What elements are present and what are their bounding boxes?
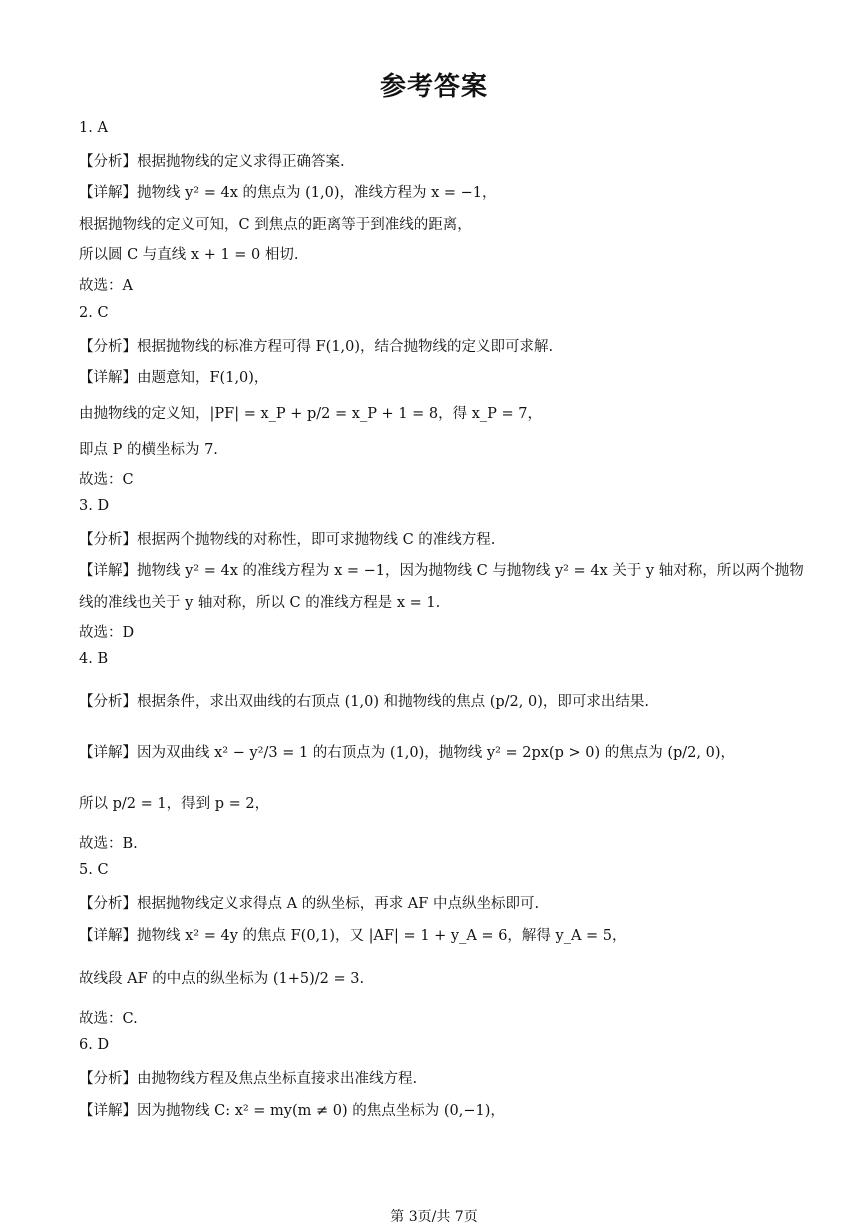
analysis-text: 【分析】根据抛物线的定义求得正确答案. — [79, 154, 345, 170]
analysis-text: 【分析】根据两个抛物线的对称性，即可求抛物线 C 的准线方程. — [79, 532, 496, 548]
page-footer: 第 3页/共 7页 — [390, 1209, 478, 1225]
choice-text: 故选：C. — [79, 1011, 138, 1027]
solution-text: 故线段 AF 的中点的纵坐标为 (1+5)/2 = 3. — [79, 971, 365, 987]
analysis-text: 【分析】根据抛物线定义求得点 A 的纵坐标，再求 AF 中点纵坐标即可. — [79, 896, 540, 912]
solution-text: 线的准线也关于 y 轴对称，所以 C 的准线方程是 x = 1. — [79, 595, 441, 611]
answer-number: 4. B — [79, 651, 109, 667]
solution-text: 即点 P 的横坐标为 7. — [79, 442, 218, 458]
solution-text: 所以 p/2 = 1，得到 p = 2， — [79, 796, 270, 812]
answer-number: 1. A — [79, 120, 108, 136]
answer-number: 5. C — [79, 862, 109, 878]
answer-number: 2. C — [79, 305, 109, 321]
answer-number: 6. D — [79, 1037, 110, 1053]
solution-text: 【详解】因为双曲线 x² − y²/3 = 1 的右顶点为 (1,0)，抛物线 y² = 2px(p > 0) 的焦点为 (p/2, 0)， — [79, 745, 735, 761]
choice-text: 故选：D — [79, 625, 135, 641]
solution-text: 【详解】抛物线 x² = 4y 的焦点 F(0,1)，又 |AF| = 1 + y_A = 6，解得 y_A = 5， — [79, 928, 627, 944]
choice-text: 故选：C — [79, 472, 134, 488]
solution-text: 【详解】由题意知，F(1,0)， — [79, 370, 269, 386]
analysis-text: 【分析】由抛物线方程及焦点坐标直接求出准线方程. — [79, 1071, 418, 1087]
choice-text: 故选：B. — [79, 836, 138, 852]
choice-text: 故选：A — [79, 278, 133, 294]
solution-text: 所以圆 C 与直线 x + 1 = 0 相切. — [79, 247, 299, 263]
page-title: 参考答案 — [379, 72, 488, 102]
solution-text: 由抛物线的定义知，|PF| = x_P + p/2 = x_P + 1 = 8，得 x_P = 7， — [79, 406, 543, 422]
analysis-text: 【分析】根据条件，求出双曲线的右顶点 (1,0) 和抛物线的焦点 (p/2, 0)，即可求出结果. — [79, 694, 649, 710]
solution-text: 根据抛物线的定义可知，C 到焦点的距离等于到准线的距离， — [79, 217, 472, 233]
solution-text: 【详解】因为抛物线 C: x² = my(m ≠ 0) 的焦点坐标为 (0,−1)， — [79, 1103, 505, 1119]
solution-text: 【详解】抛物线 y² = 4x 的焦点为 (1,0)，准线方程为 x = −1， — [79, 185, 497, 201]
solution-text: 【详解】抛物线 y² = 4x 的准线方程为 x = −1，因为抛物线 C 与抛物线 y² = 4x 关于 y 轴对称，所以两个抛物 — [79, 563, 804, 579]
analysis-text: 【分析】根据抛物线的标准方程可得 F(1,0)，结合抛物线的定义即可求解. — [79, 339, 554, 355]
answer-number: 3. D — [79, 498, 110, 514]
